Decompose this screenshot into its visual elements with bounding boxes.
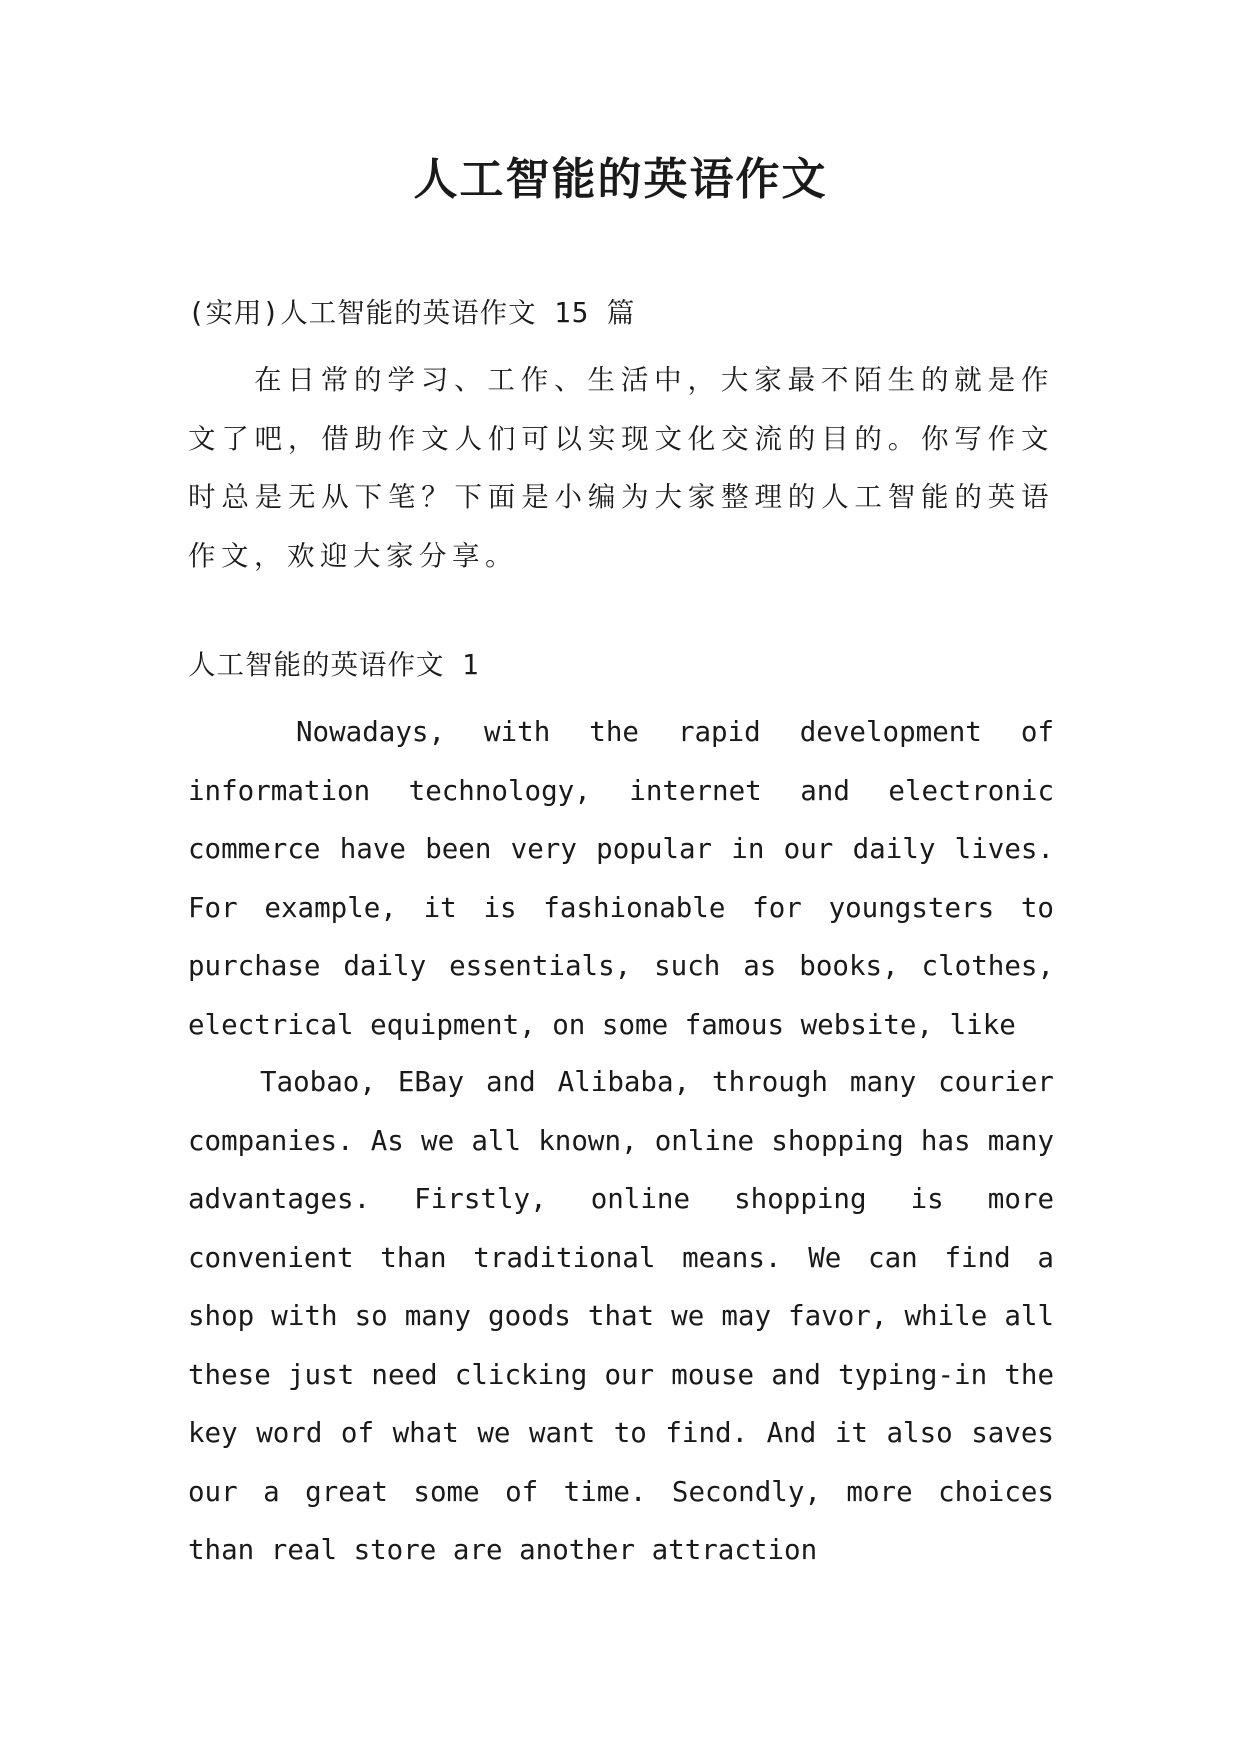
essay-paragraph-1: Nowadays, with the rapid development of information technology, internet and electronic commerce have been very popular in our daily lives. For example, it is fashionable for youngsters to purchase daily essentials, such as books, clothes, electrical equipment, on some famous website, like — [188, 716, 1054, 1041]
section-heading: 人工智能的英语作文 1 — [188, 649, 480, 681]
essay-paragraph-2: Taobao, EBay and Alibaba, through many courier companies. As we all known, online shopping has many advantages. Firstly, online shopping is more convenient than traditional means. We can find a shop with so many goods that we may favor, while all these just need clicking our mouse and typing-in the key word of what we want to find. And it also saves our a great some of time. Secondly, more choices than real store are another attraction — [188, 1066, 1054, 1566]
intro-paragraph: 在日常的学习、工作、生活中，大家最不陌生的就是作文了吧，借助作文人们可以实现文化交流的目的。你写作文时总是无从下笔？下面是小编为大家整理的人工智能的英语作文，欢迎大家分享。 — [188, 364, 1054, 572]
document-title: 人工智能的英语作文 — [413, 154, 828, 205]
document-subtitle: (实用)人工智能的英语作文 15 篇 — [188, 297, 636, 329]
